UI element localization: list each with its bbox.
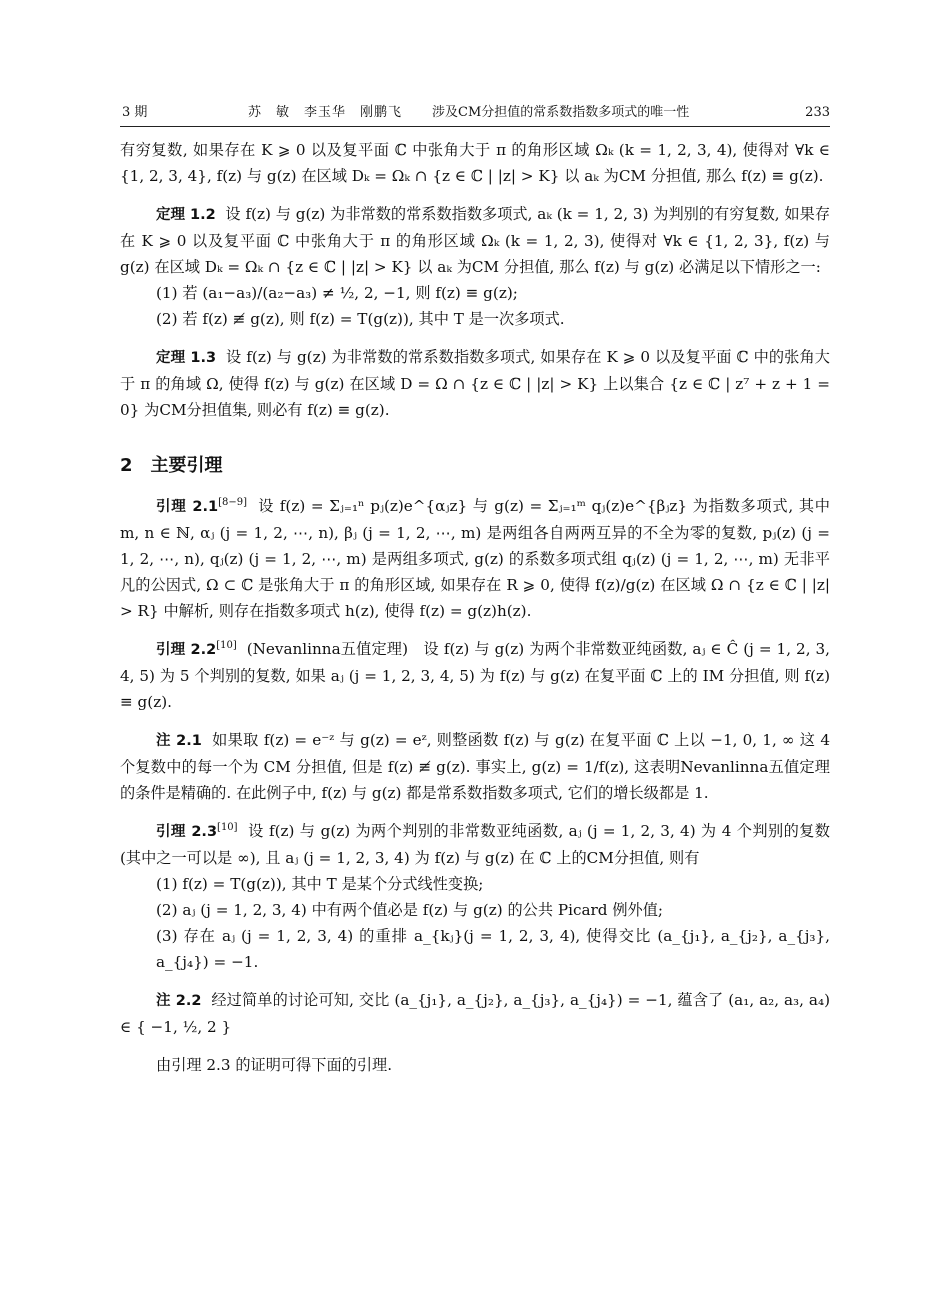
theorem-1-2-text: 设 f(z) 与 g(z) 为非常数的常系数指数多项式, aₖ (k = 1, 2, 3) 为判别的有穷复数, 如果存在 K ⩾ 0 以及复平面 ℂ 中张角大于 π 的角形区域 Ωₖ (k = 1, 2, 3), 使得对 ∀k ∈ {1, 2, 3}, f(z) 与 g(z) 在区域 Dₖ = Ωₖ ∩ {z ∈ ℂ | |z| > K} 以 aₖ 为CM 分担值, 那么 f(z) 与 g(z) 必满足以下情形之一: [120, 205, 831, 276]
running-title: 涉及CM分担值的常系数指数多项式的唯一性 [432, 105, 690, 120]
header-authors: 苏 敏 李玉华 刚鹏飞 [248, 105, 403, 120]
closing-line: 由引理 2.3 的证明可得下面的引理. [156, 1056, 393, 1074]
lemma-2-3 [120, 818, 830, 871]
lemma-2-3-item-2: (2) aⱼ (j = 1, 2, 3, 4) 中有两个值必是 f(z) 与 g(z) 的公共 Picard 例外值; [156, 901, 663, 919]
lemma-2-1 [120, 493, 830, 624]
paragraph-continuation: 有穷复数, 如果存在 K ⩾ 0 以及复平面 ℂ 中张角大于 π 的角形区域 Ωₖ (k = 1, 2, 3, 4), 使得对 ∀k ∈ {1, 2, 3, 4}, f(z) 与 g(z) 在区域 Dₖ = Ωₖ ∩ {z ∈ ℂ | |z| > K} 以 aₖ 为CM 分担值, 那么 f(z) ≡ g(z). [120, 141, 830, 185]
lemma-2-2-ref: [10] [216, 639, 237, 651]
section-heading [120, 453, 830, 479]
page-body [120, 137, 830, 1078]
lemma-2-2 [120, 636, 830, 715]
lemma-2-2-label: 引理 2.2 [156, 642, 217, 658]
note-2-1-label: 注 2.1 [156, 733, 202, 749]
lemma-2-3-item-3: (3) 存在 aⱼ (j = 1, 2, 3, 4) 的重排 a_{kⱼ}(j = 1, 2, 3, 4), 使得交比 (a_{j₁}, a_{j₂}, a_{j₃}, a_{j₄}) = −1. [156, 927, 830, 971]
paper-page [120, 100, 830, 1078]
note-2-2-text: 经过简单的讨论可知, 交比 (a_{j₁}, a_{j₂}, a_{j₃}, a_{j₄}) = −1, 蕴含了 (a₁, a₂, a₃, a₄) ∈ { −1, ½, 2 } [120, 991, 830, 1036]
theorem-1-2-item-2: (2) 若 f(z) ≢ g(z), 则 f(z) = T(g(z)), 其中 T 是一次多项式. [156, 310, 565, 328]
note-2-1 [120, 727, 830, 806]
theorem-1-2-label: 定理 1.2 [156, 207, 216, 223]
lemma-2-1-label: 引理 2.1 [156, 499, 219, 515]
theorem-1-2-item-1: (1) 若 (a₁−a₃)/(a₂−a₃) ≠ ½, 2, −1, 则 f(z) ≡ g(z); [156, 284, 518, 302]
running-header [120, 100, 830, 127]
theorem-1-3-label: 定理 1.3 [156, 350, 217, 366]
lemma-2-1-ref: [8−9] [218, 496, 247, 508]
theorem-1-3-text: 设 f(z) 与 g(z) 为非常数的常系数指数多项式, 如果存在 K ⩾ 0 以及复平面 ℂ 中的张角大于 π 的角域 Ω, 使得 f(z) 与 g(z) 在区域 D = Ω ∩ {z ∈ ℂ | |z| > K} 上以集合 {z ∈ ℂ | z⁷ + z + 1 = 0} 为CM分担值集, 则必有 f(z) ≡ g(z). [120, 348, 830, 419]
lemma-2-3-ref: [10] [217, 821, 238, 833]
lemma-2-1-text: 设 f(z) = Σⱼ₌₁ⁿ pⱼ(z)e^{αⱼz} 与 g(z) = Σⱼ₌₁ᵐ qⱼ(z)e^{βⱼz} 为指数多项式, 其中 m, n ∈ ℕ, αⱼ (j = 1, 2, ⋯, n), βⱼ (j = 1, 2, ⋯, m) 是两组各自两两互异的不全为零的复数, pⱼ(z) (j = 1, 2, ⋯, n), qⱼ(z) (j = 1, 2, ⋯, m) 是两组多项式, g(z) 的系数多项式组 qⱼ(z) (j = 1, 2, ⋯, m) 无非平凡的公因式, Ω ⊂ ℂ 是张角大于 π 的角形区域, 如果存在 R ⩾ 0, 使得 f(z)/g(z) 在区域 Ω ∩ {z ∈ ℂ | |z| > R} 中解析, 则存在指数多项式 h(z), 使得 f(z) = g(z)h(z). [120, 497, 830, 620]
section-title: 主要引理 [150, 455, 223, 476]
theorem-1-3 [120, 344, 830, 423]
lemma-2-3-item-1: (1) f(z) = T(g(z)), 其中 T 是某个分式线性变换; [156, 875, 484, 893]
issue-label: 3 期 [122, 105, 148, 120]
note-2-1-text: 如果取 f(z) = e⁻ᶻ 与 g(z) = eᶻ, 则整函数 f(z) 与 g(z) 在复平面 ℂ 上以 −1, 0, 1, ∞ 这 4 个复数中的每一个为 CM 分担值, 但是 f(z) ≢ g(z). 事实上, g(z) = 1/f(z), 这表明Nevanlinna五值定理的条件是精确的. 在此例子中, f(z) 与 g(z) 都是常系数指数多项式, 它们的增长级都是 1. [120, 731, 831, 802]
note-2-2 [120, 987, 830, 1040]
section-number: 2 [120, 455, 133, 476]
lemma-2-2-text: (Nevanlinna五值定理) 设 f(z) 与 g(z) 为两个非常数亚纯函数, aⱼ ∈ Ĉ (j = 1, 2, 3, 4, 5) 为 5 个判别的复数, 如果 aⱼ (j = 1, 2, 3, 4, 5) 为 f(z) 与 g(z) 在复平面 ℂ 上的 IM 分担值, 则 f(z) ≡ g(z). [120, 640, 830, 711]
page-number: 233 [805, 105, 830, 120]
lemma-2-3-text: 设 f(z) 与 g(z) 为两个判别的非常数亚纯函数, aⱼ (j = 1, 2, 3, 4) 为 4 个判别的复数 (其中之一可以是 ∞), 且 aⱼ (j = 1, 2, 3, 4) 为 f(z) 与 g(z) 在 ℂ 上的CM分担值, 则有 [120, 822, 830, 867]
lemma-2-3-label: 引理 2.3 [156, 824, 218, 840]
note-2-2-label: 注 2.2 [156, 993, 202, 1009]
theorem-1-2 [120, 201, 830, 280]
